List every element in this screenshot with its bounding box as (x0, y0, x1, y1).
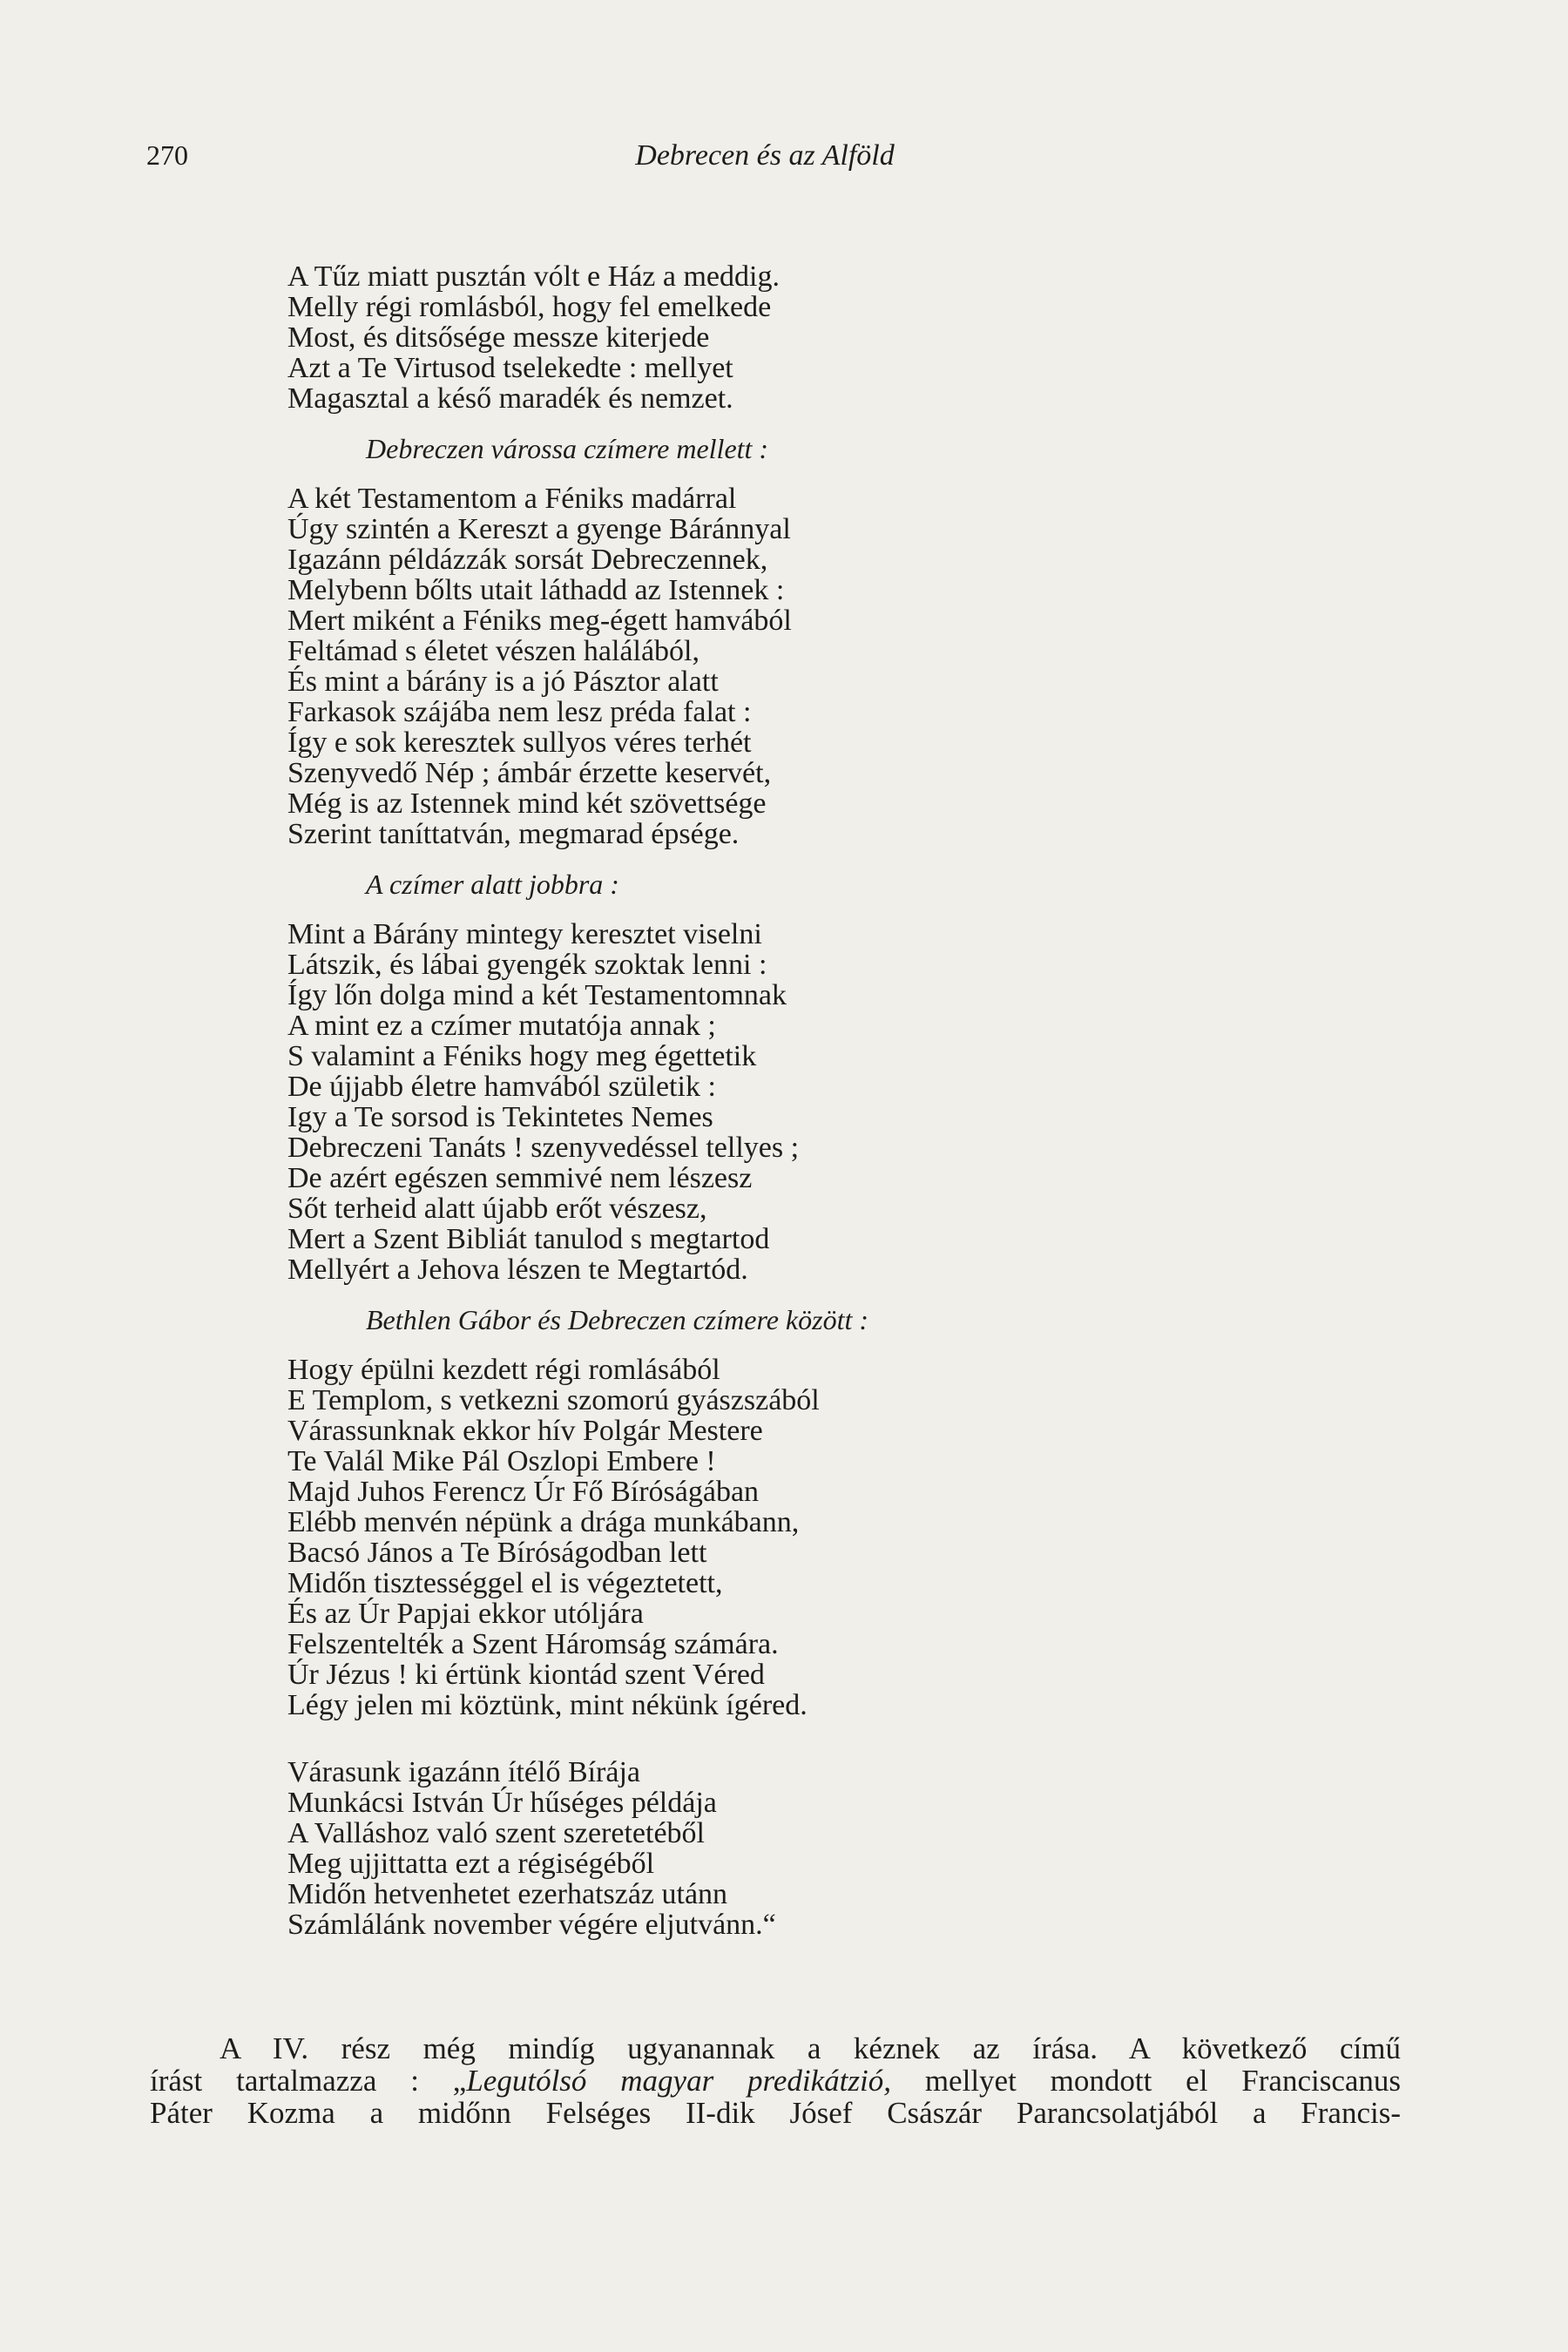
poem-line: És az Úr Papjai ekkor utóljára (287, 1598, 644, 1630)
sermon-title: Legutólsó magyar predikátzió, (466, 2064, 891, 2098)
poem-line: S valamint a Féniks hogy meg égettetik (287, 1040, 757, 1072)
poem-line: A két Testamentom a Féniks madárral (287, 483, 737, 515)
poem-line: Mint a Bárány mintegy keresztet viselni (287, 918, 762, 950)
poem-line: Igy a Te sorsod is Tekintetes Nemes (287, 1101, 713, 1133)
stanza-1 (287, 261, 1420, 414)
poem-line: Hogy épülni kezdett régi romlásából (287, 1354, 720, 1386)
poem-line: Azt a Te Virtusod tselekedte : mellyet (287, 352, 733, 384)
poem-line: És mint a bárány is a jó Pásztor alatt (287, 666, 719, 698)
poem-line: Magasztal a késő maradék és nemzet. (287, 382, 733, 415)
poem-line: Még is az Istennek mind két szövettsége (287, 787, 767, 820)
poem-line: Légy jelen mi köztünk, mint nékünk ígéred. (287, 1689, 808, 1721)
prose-line (150, 2065, 1401, 2097)
poem-line: Sőt terheid alatt újabb erőt vészesz, (287, 1193, 707, 1225)
poem-line: Szenyvedő Nép ; ámbár érzette keservét, (287, 757, 772, 789)
poem-line: Elébb menvén népünk a drága munkábann, (287, 1506, 800, 1538)
poem-line: Munkácsi István Úr hűséges példája (287, 1787, 717, 1819)
section-heading: Debreczen várossa czímere mellett : (366, 433, 769, 464)
poem-line: Most, és ditsősége messze kiterjede (287, 321, 710, 354)
prose-line: A IV. rész még mindíg ugyanannak a kéznek az írása. A következő című (220, 2031, 1401, 2065)
poem-line: Midőn tisztességgel el is végeztetett, (287, 1567, 723, 1599)
prose-paragraph (150, 2032, 1401, 2129)
poem-line: Majd Juhos Ferencz Úr Fő Bíróságában (287, 1476, 760, 1508)
running-title: Debrecen és az Alföld (635, 139, 895, 172)
poem-line: Mert a Szent Bibliát tanulod s megtartod (287, 1223, 770, 1255)
poem-line: A Tűz miatt pusztán vólt e Ház a meddig. (287, 260, 780, 293)
poem-line: De azért egészen semmivé nem lészesz (287, 1162, 753, 1194)
stanza-3 (287, 919, 1420, 1285)
poem-line: Meg ujjittatta ezt a régiségéből (287, 1848, 655, 1880)
page-number: 270 (146, 139, 188, 171)
poem-line: Így lőn dolga mind a két Testamentomnak (287, 979, 787, 1011)
poem-line: De újjabb életre hamvából születik : (287, 1071, 716, 1103)
poem-line: Midőn hetvenhetet ezerhatszáz utánn (287, 1878, 728, 1910)
poem-line: Mellyért a Jehova lészen te Megtartód. (287, 1254, 748, 1286)
poem-line: A mint ez a czímer mutatója annak ; (287, 1010, 716, 1042)
poem-line: Farkasok szájába nem lesz préda falat : (287, 696, 752, 728)
poem-line: Te Valál Mike Pál Oszlopi Embere ! (287, 1445, 716, 1477)
stanza-2 (287, 483, 1420, 849)
poem (287, 261, 1420, 1940)
prose-text: mellyet mondott el Franciscanus (890, 2064, 1402, 2098)
poem-line: Melly régi romlásból, hogy fel emelkede (287, 291, 772, 323)
poem-line: Feltámad s életet vészen halálából, (287, 635, 700, 667)
poem-line: Várassunknak ekkor hív Polgár Mestere (287, 1415, 763, 1447)
poem-line: E Templom, s vetkezni szomorú gyászszából (287, 1384, 820, 1416)
poem-line: Várasunk igazánn ítélő Bírája (287, 1756, 641, 1788)
poem-line: Szerint taníttatván, megmarad épsége. (287, 818, 740, 850)
section-heading: A czímer alatt jobbra : (366, 868, 619, 900)
poem-line: A Valláshoz való szent szeretetéből (287, 1817, 705, 1849)
prose-line: Páter Kozma a midőnn Felséges II-dik Jósef Császár Parancsolatjából a Francis- (150, 2096, 1401, 2130)
poem-line: Igazánn példázzák sorsát Debreczennek, (287, 544, 768, 576)
poem-line: Úgy szintén a Kereszt a gyenge Báránnyal (287, 513, 791, 545)
prose-text: írást tartalmazza : „ (150, 2064, 467, 2098)
poem-line: Debreczeni Tanáts ! szenyvedéssel tellyes ; (287, 1132, 800, 1164)
stanza-4 (287, 1355, 1420, 1720)
poem-line: Bacsó János a Te Bíróságodban lett (287, 1537, 707, 1569)
poem-line: Úr Jézus ! ki értünk kiontád szent Véred (287, 1659, 765, 1691)
page-header (146, 139, 1383, 183)
poem-line: Felszentelték a Szent Háromság számára. (287, 1628, 779, 1660)
poem-line: Melybenn bőlts utait láthadd az Istennek : (287, 574, 785, 606)
poem-line: Látszik, és lábai gyengék szoktak lenni : (287, 949, 767, 981)
poem-line: Számlálánk november végére eljutvánn.“ (287, 1909, 776, 1941)
poem-line: Mert miként a Féniks meg-égett hamvából (287, 605, 792, 637)
stanza-5 (287, 1757, 1420, 1940)
section-heading: Bethlen Gábor és Debreczen czímere között : (366, 1304, 869, 1335)
poem-line: Így e sok keresztek sullyos véres terhét (287, 727, 752, 759)
